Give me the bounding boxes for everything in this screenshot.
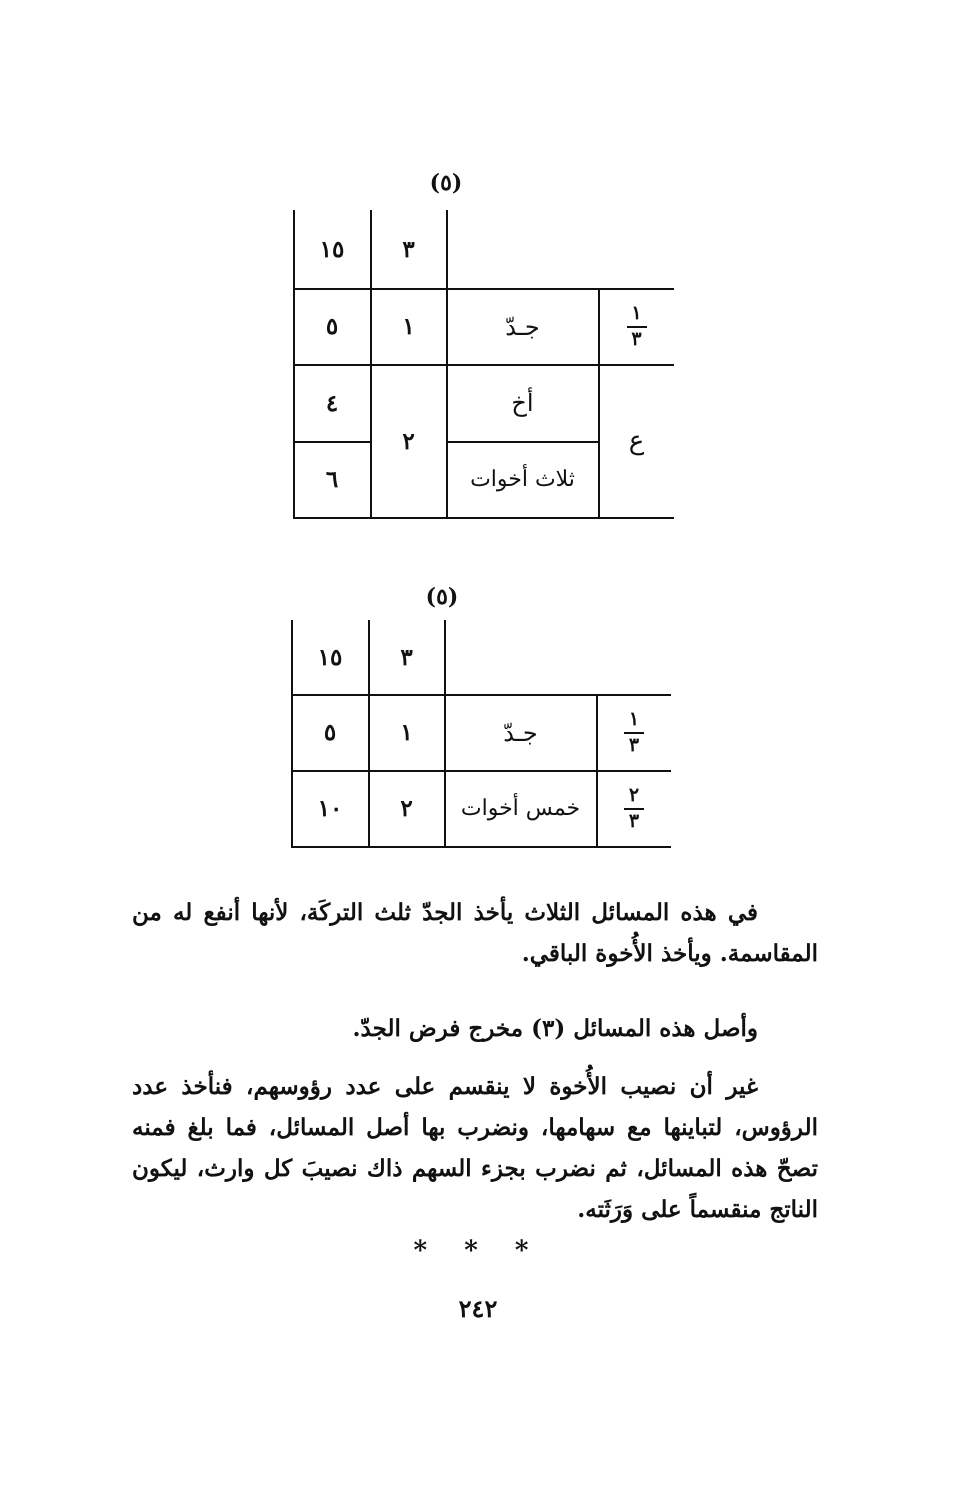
table1-share-residue: ع xyxy=(628,426,645,456)
table1-cell: ١ xyxy=(402,313,415,340)
table2-share-fraction xyxy=(597,695,671,770)
table1-cell: ٥ xyxy=(325,313,339,340)
table2-cell: ٢ xyxy=(400,795,413,822)
table1-cell: ٦ xyxy=(325,466,339,493)
fraction-numerator: ١ xyxy=(631,301,642,324)
table1-heir-brother: أخ xyxy=(511,389,534,417)
fraction xyxy=(627,301,647,350)
table1-heir-grandfather: جـدّ xyxy=(505,312,540,341)
table1-share-fraction xyxy=(599,289,674,364)
table1-cell: ٤ xyxy=(325,389,339,417)
paragraph-3: غير أن نصيب الأُخوة لا ينقسم على عدد رؤوسهم، فنأخذ عدد الرؤوس، لتباينها مع سهامها، ونضرب بها أصل المسائل، فما بلغ فمنه تصحّ هذه المسائل، ثم نضرب بجزء السهم ذاك نصيبَ كل وارث، ليكون الناتج منقسماً على وَرَثَته. xyxy=(132,1073,818,1223)
fraction-numerator: ١ xyxy=(628,707,640,730)
section-separator: * * * xyxy=(413,1236,543,1266)
table2-title: (٥) xyxy=(425,584,459,610)
fraction-denominator: ٣ xyxy=(628,733,640,756)
table2-heir-sisters: خمس أخوات xyxy=(460,796,581,821)
table2-cell: ١ xyxy=(400,719,413,746)
table2-hline xyxy=(291,846,671,848)
table2-header-col3: ٣ xyxy=(400,643,413,671)
fraction xyxy=(624,783,644,832)
table1-header-col3: ٣ xyxy=(402,235,415,263)
table2-cell: ١٠ xyxy=(317,795,343,822)
paragraph-2: وأصل هذه المسائل (٣) مخرج فرض الجدّ. xyxy=(352,1015,758,1042)
table1-cell-merged: ٢ xyxy=(402,427,415,455)
paragraph-1: في هذه المسائل الثلاث يأخذ الجدّ ثلث التركَة، لأنها أنفع له من المقاسمة. ويأخذ الأُخوة الباقي. xyxy=(132,899,818,967)
table1-heir-sisters: ثلاث أخوات xyxy=(470,467,575,492)
table1-title: (٥) xyxy=(429,170,463,196)
table2-heir-grandfather: جـدّ xyxy=(503,718,538,747)
fraction-denominator: ٣ xyxy=(628,809,640,832)
fraction-numerator: ٢ xyxy=(628,783,640,806)
table2-cell: ٥ xyxy=(323,719,337,746)
fraction-denominator: ٣ xyxy=(631,327,642,350)
page-number: ٢٤٢ xyxy=(458,1294,498,1323)
table2-header-col15: ١٥ xyxy=(317,643,343,671)
fraction xyxy=(624,707,644,756)
table2-share-fraction xyxy=(597,771,671,846)
table1-header-col15: ١٥ xyxy=(319,235,345,263)
table1-hline xyxy=(293,517,674,519)
